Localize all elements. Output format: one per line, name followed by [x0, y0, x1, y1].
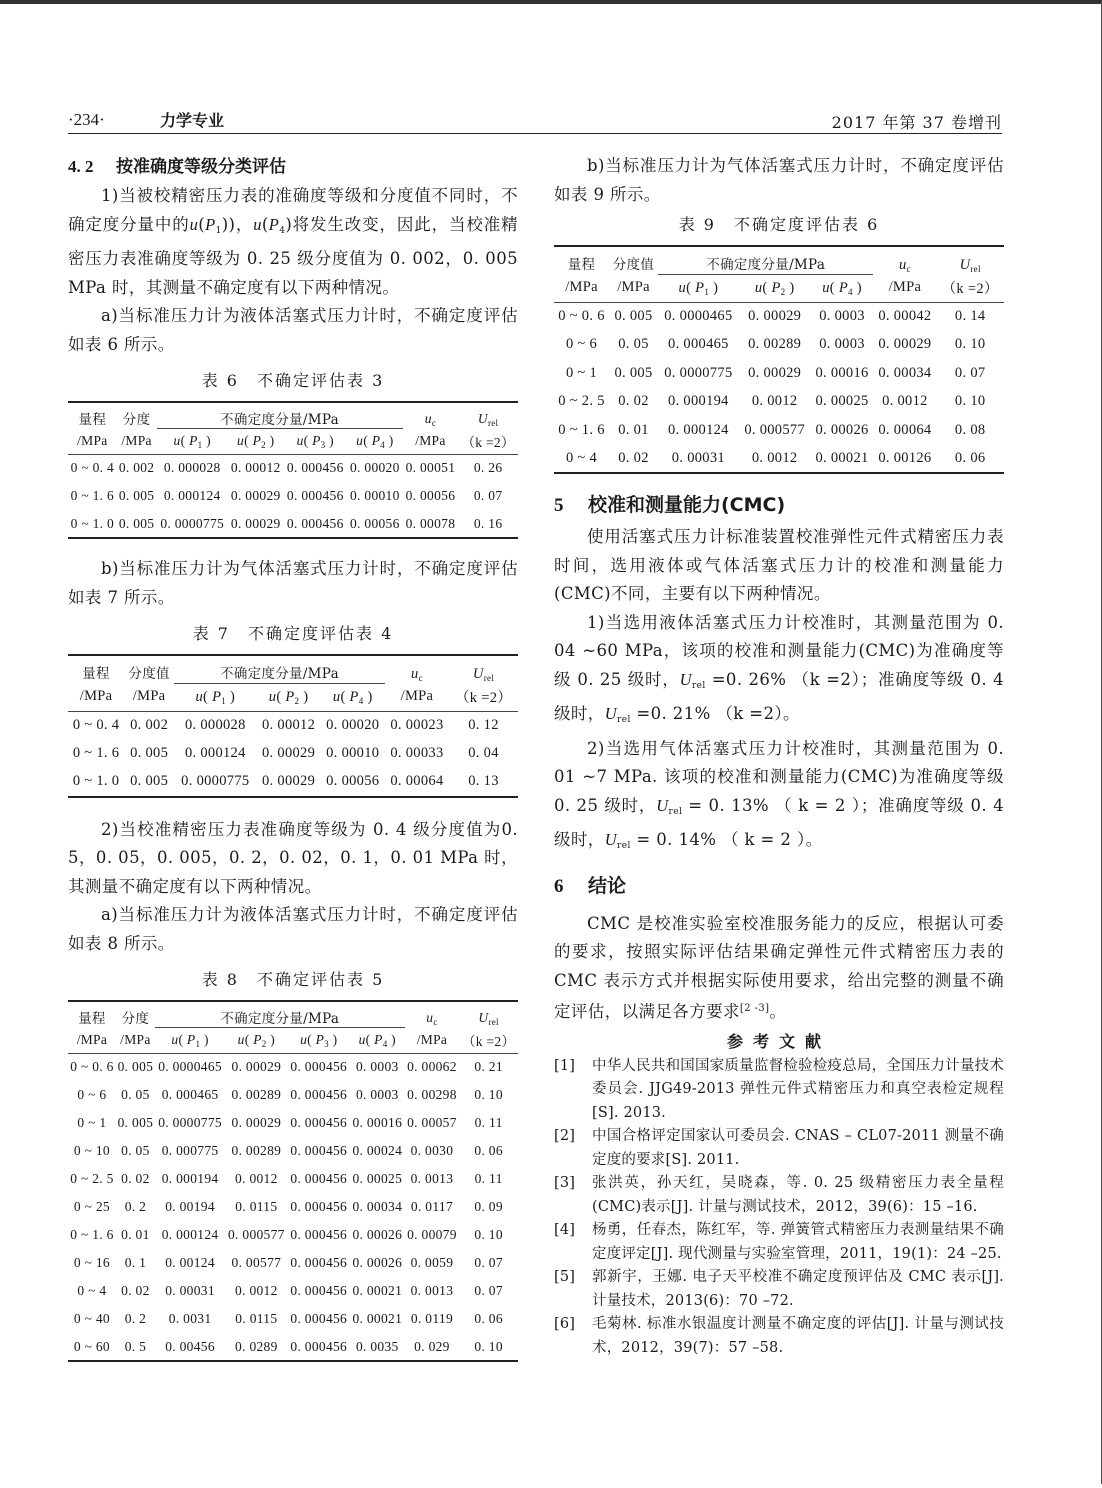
table-cell: 0 ~ 16 [73, 1255, 110, 1270]
table-cell: 0. 00031 [671, 449, 725, 466]
reference-item [554, 1172, 1004, 1219]
table-cell: 0 ~ 6 [565, 336, 598, 353]
table-cell: 0. 07 [954, 364, 986, 381]
table-cell: 0 ~ 1. 6 [72, 745, 120, 762]
table-cell: 0. 00026 [815, 421, 869, 438]
table-cell: 0. 0117 [410, 1199, 453, 1214]
table-cell: 0. 10 [474, 1087, 503, 1102]
table-cell: 0. 00012 [230, 460, 281, 476]
table-cell: 0. 00029 [262, 773, 316, 790]
table-row [68, 510, 518, 538]
table-cell: 0. 0003 [355, 1087, 399, 1102]
reference-number: [4] [554, 1222, 576, 1238]
table-cell: 0. 07 [474, 1255, 503, 1270]
table-cell: 0. 00029 [748, 364, 802, 381]
paragraph: 1)当选用液体活塞式压力计校准时，其测量范围为 0. 04 ~60 MPa，该项的校准和测量能力(CMC)为准确度等级 0. 25 级时，$U_{rel} =0$. 26% （k =2）；准确度等级 0. 4 级时，$U_{rel} =0$. 21% （k =2）。 [554, 612, 1004, 725]
reference-text: 杨勇，任春杰，陈红军，等. 弹簧管式精密压力表测量结果不确定度评定[J]. 现代测量与实验室管理，2011，19(1)：24 –25. [592, 1222, 1004, 1262]
reference-item [554, 1219, 1004, 1266]
reference-text: 郭新宇，王娜. 电子天平校准不确定度预评估及 CMC 表示[J]. 计量技术，2013(6)：70 –72. [592, 1269, 1004, 1309]
table-cell: 0. 00064 [390, 773, 444, 790]
table-cell: 0. 005 [614, 308, 653, 324]
table-cell: 0. 02 [618, 393, 649, 410]
table-cell: 0. 000465 [161, 1087, 219, 1102]
table-cell: 0 ~ 10 [73, 1143, 110, 1158]
paragraph: a)当标准压力计为液体活塞式压力计时，不确定度评估如表 8 所示。 [68, 905, 518, 953]
table-cell: 0. 1 [124, 1255, 147, 1270]
table-cell: 0 ~ 2. 5 [558, 393, 605, 410]
table-cell: 0. 0115 [235, 1199, 278, 1214]
table-cell: 0. 000456 [290, 1059, 348, 1075]
table-row [68, 1165, 518, 1193]
table-cell: 0. 0013 [410, 1171, 454, 1186]
table-cell: 0. 00056 [350, 515, 400, 531]
right-column [554, 152, 1004, 1360]
table-cell: 0. 0012 [235, 1171, 278, 1186]
col-header: 分度 [122, 412, 151, 428]
table-cell: 0. 14 [954, 308, 986, 324]
paragraph: 2)当校准精密压力表准确度等级为 0. 4 级分度值为0. 5，0. 05，0. 005，0. 2，0. 02，0. 1，0. 01 MPa 时，其测量不确定度有以下两种情况。 [68, 819, 518, 896]
table-cell: 0. 000577 [744, 421, 806, 438]
paragraph: b)当标准压力计为气体活塞式压力计时，不确定度评估如表 7 所示。 [68, 559, 518, 607]
table-cell: 0. 000194 [668, 393, 729, 410]
reference-item [554, 1125, 1004, 1172]
table-cell: 0. 0003 [819, 308, 865, 324]
table-cell: 0. 00289 [231, 1087, 282, 1102]
table-cell: 0. 01 [618, 421, 649, 438]
table-cell: 0. 04 [468, 745, 499, 762]
table-cell: 0. 000456 [290, 1338, 348, 1354]
table-cell: 0. 0012 [235, 1283, 278, 1298]
reference-number: [1] [554, 1057, 576, 1074]
table-cell: 0. 10 [954, 393, 986, 410]
reference-number: [6] [554, 1316, 576, 1332]
table-cell: 0. 000456 [290, 1283, 348, 1298]
table-row [554, 445, 1004, 474]
table-cell: 0. 02 [618, 449, 649, 466]
table-cell: 0. 00020 [326, 717, 380, 733]
paragraph: CMC 是校准实验室校准服务能力的反应，根据认可委的要求，按照实际评估结果确定弹性元件式精密压力表的 CMC 表示方式并根据实际使用要求，给出完整的测量不确定评估，以满足各方要求[2 -3]。 [554, 913, 1004, 1021]
table-cell: 0. 0000465 [664, 308, 733, 324]
table-cell: 0. 029 [414, 1338, 450, 1354]
table-cell: 0 ~ 0. 4 [72, 717, 120, 733]
table-cell: 0. 000124 [668, 421, 729, 438]
table-cell: 0. 005 [117, 1115, 154, 1130]
table-cell: 0. 09 [474, 1199, 503, 1214]
table-cell: 0. 000456 [286, 488, 344, 503]
table-cell: 0. 0059 [410, 1255, 454, 1270]
table-cell: 0. 00010 [326, 745, 380, 762]
paragraph: 1)当被校精密压力表的准确度等级和分度值不同时，不确定度分量中的$u(P_1)$)，$u(P_4)$将发生改变，因此，当校准精密压力表准确度等级为 0. 25 级分度值为 0. 002，0. 005 MPa 时，其测量不确定度有以下两种情况。 [68, 186, 518, 297]
table-cell: 0 ~ 0. 6 [70, 1059, 114, 1075]
table-cell: 0. 00029 [230, 488, 281, 503]
table-cell: 0. 02 [121, 1283, 150, 1298]
table-cell: 0. 00021 [352, 1311, 403, 1326]
table-cell: 0. 01 [121, 1227, 150, 1242]
table-cell: 0. 0035 [355, 1338, 399, 1354]
table-cell: 0. 000465 [668, 336, 729, 353]
table-row [554, 416, 1004, 445]
table-cell: 0. 00029 [878, 336, 932, 353]
table-cell: 0. 00025 [815, 393, 869, 410]
table-9: 量程 分度值 不确定度分量/MPa $u_c$ $U_{rel}$ /MPa /MPa u( $P_1$ ) u( $P_2$ ) u( $P_4$ ) /MPa （k =2） 0 ~ 0. 6 0. 005 0. 0000465 0. 00029 0. 0003 0. 00042 0. 14 0 ~ 6 0. 05 0. 000465 0. 00289 0. 0003 0. 00029 0. 10 0 ~ 1 0. 005 0. 0000775 0. 00029 0. 00016 0. 00034 0. 07 0 ~ 2. 5 0. 02 0. 000194 0. 0012 0. 00025 0. 0012 0. 10 0 ~ 1. 6 0. 01 0. 000124 0. 000577 0. 00026 0. 00064 0. 08 0 ~ 4 0. 02 0. 00031 0. 0012 0. 00021 0. 00126 0. 06 [554, 245, 1004, 474]
table-row [554, 331, 1004, 360]
table-7: 量程 分度值 不确定度分量/MPa $u_c$ $U_{rel}$ /MPa /MPa u( $P_1$ ) u( $P_2$ ) u( $P_4$ ) /MPa （k =2） 0 ~ 0. 4 0. 002 0. 000028 0. 00012 0. 00020 0. 00023 0. 12 0 ~ 1. 6 0. 005 0. 000124 0. 00029 0. 00010 0. 00033 0. 04 0 ~ 1. 0 0. 005 0. 0000775 0. 00029 0. 00056 0. 00064 0. 13 [68, 654, 518, 798]
table-8-caption: 表 8 不确定评估表 5 [201, 970, 385, 989]
table-cell: 0. 00194 [165, 1199, 215, 1214]
section-heading-6: 6 结论 [554, 874, 627, 897]
table-cell: 0 ~ 1 [77, 1115, 107, 1130]
table-cell: 0. 12 [468, 717, 499, 733]
reference-text: 毛菊林. 标准水银温度计测量不确定度的评估[J]. 计量与测试技术，2012，39(7)：57 –58. [592, 1316, 1004, 1356]
table-row [68, 1109, 518, 1137]
table-cell: 0. 00078 [405, 515, 456, 531]
table-row [68, 740, 518, 769]
table-cell: 0 ~ 60 [73, 1338, 110, 1354]
table-cell: 0. 005 [118, 515, 155, 531]
table-cell: 0. 00024 [352, 1143, 403, 1158]
table-cell: 0. 005 [614, 364, 653, 381]
table-row [68, 768, 518, 797]
table-cell: 0. 005 [130, 773, 169, 790]
col-header: $U_{rel}$ [477, 411, 499, 428]
table-cell: 0 ~ 4 [565, 449, 598, 466]
table-cell: 0. 000124 [184, 745, 246, 762]
table-cell: 0. 000124 [163, 488, 221, 503]
table-row [68, 1053, 518, 1081]
table-cell: 0. 00025 [352, 1171, 403, 1186]
table-cell: 0. 00289 [748, 336, 802, 353]
table-cell: 0. 00026 [352, 1255, 403, 1270]
table-cell: 0. 000456 [290, 1199, 348, 1214]
table-row [554, 302, 1004, 331]
table-row [68, 454, 518, 482]
table-cell: 0. 0119 [410, 1311, 453, 1326]
table-cell: 0. 000124 [161, 1227, 219, 1242]
table-6: 量程 分度 不确定度分量/MPa $u_c$ $U_{rel}$ /MPa /MPa u( $P_1$ ) u( $P_2$ ) u( $P_3$ ) u( $P_4$ ) /MPa （k =2） 0 ~ 0. 4 0. 002 0. 000028 0. 00012 0. 000456 0. 00020 0. 00051 0. 26 0 ~ 1. 6 0. 005 0. 000124 0. 00029 0. 000456 0. 00010 0. 00056 0. 07 0 ~ 1. 0 0. 005 0. 0000775 0. 00029 0. 000456 0. 00056 0. 00078 0. 16 [68, 401, 518, 539]
table-cell: 0. 00034 [878, 364, 932, 381]
table-cell: 0. 00051 [405, 460, 456, 476]
table-cell: 0. 00124 [165, 1255, 215, 1270]
table-cell: 0. 10 [474, 1227, 503, 1242]
table-row [68, 1221, 518, 1249]
table-row [68, 1081, 518, 1109]
table-7-caption: 表 7 不确定度评估表 4 [192, 624, 394, 643]
left-column [68, 152, 518, 1362]
table-cell: 0. 000456 [290, 1255, 348, 1270]
table-cell: 0. 05 [121, 1143, 150, 1158]
table-cell: 0. 2 [124, 1311, 147, 1326]
table-cell: 0. 16 [473, 515, 503, 531]
table-cell: 0. 000028 [184, 717, 246, 733]
table-cell: 0. 00029 [231, 1115, 282, 1130]
table-cell: 0. 2 [124, 1199, 147, 1214]
table-cell: 0 ~ 40 [73, 1311, 110, 1326]
table-cell: 0. 00021 [352, 1283, 403, 1298]
table-cell: 0 ~ 4 [77, 1283, 107, 1298]
table-cell: 0 ~ 2. 5 [70, 1171, 114, 1186]
table-cell: 0. 00057 [407, 1115, 457, 1130]
table-cell: 0 ~ 1 [565, 364, 598, 381]
table-cell: 0 ~ 0. 4 [70, 460, 115, 476]
table-cell: 0. 0115 [235, 1311, 278, 1326]
paragraph: 2)当选用气体活塞式压力计校准时，其测量范围为 0. 01 ~7 MPa. 该项的校准和测量能力(CMC)为准确度等级 0. 25 级时，$U_{rel} = 0$. 13% （ k = 2 ）；准确度等级 0. 4 级时，$U_{rel} = 0$. 14% （ k = 2 ）。 [554, 738, 1004, 851]
table-cell: 0. 00034 [352, 1199, 403, 1214]
paragraph: a)当标准压力计为液体活塞式压力计时，不确定度评估如表 6 所示。 [68, 306, 518, 354]
table-cell: 0. 00021 [815, 449, 869, 466]
table-8: 量程 分度 不确定度分量/MPa $u_c$ $U_{rel}$ /MPa /MPa u( $P_1$ ) u( $P_2$ ) u( $P_3$ ) u( $P_4$ ) /MPa （k =2） 0 ~ 0. 6 0. 005 0. 0000465 0. 00029 0. 000456 0. 0003 0. 00062 0. 21 0 ~ 6 0. 05 0. 000465 0. 00289 0. 000456 0. 0003 0. 00298 0. 10 0 ~ 1 0. 005 0. 0000775 0. 00029 0. 000456 0. 00016 0. 00057 0. 11 0 ~ 10 0. 05 0. 000775 0. 00289 0. 000456 0. 00024 0. 0030 0. 06 0 ~ 2. 5 0. 02 0. 000194 0. 0012 0. 000456 0. 00025 0. 0013 0. 11 0 ~ 25 0. 2 0. 00194 0. 0115 0. 000456 0. 00034 0. 0117 0. 09 0 ~ 1. 6 0. 01 0. 000124 0. 000577 0. 000456 0. 00026 0. 00079 0. 10 0 ~ 16 0. 1 0. 00124 0. 00577 0. 000456 0. 00026 0. 0059 0. 07 0 ~ 4 0. 02 0. 00031 0. 0012 0. 000456 0. 00021 0. 0013 0. 07 0 ~ 40 0. 2 0. 0031 0. 0115 0. 000456 0. 00021 0. 0119 0. 06 0 ~ 60 0. 5 0. 00456 0. 0289 0. 000456 0. 0035 0. 029 0. 10 [68, 1000, 518, 1362]
table-row [68, 1137, 518, 1165]
table-cell: 0. 5 [124, 1338, 147, 1354]
table-cell: 0 ~ 25 [73, 1199, 110, 1214]
citation[interactable]: [2 -3] [739, 1003, 770, 1014]
table-9-caption: 表 9 不确定度评估表 6 [678, 215, 880, 234]
table-cell: 0. 0000775 [664, 364, 733, 381]
table-cell: 0. 10 [954, 336, 986, 353]
table-cell: 0. 06 [474, 1311, 503, 1326]
table-cell: 0 ~ 0. 6 [558, 308, 605, 324]
table-cell: 0. 00033 [390, 745, 444, 762]
table-cell: 0. 0000775 [160, 515, 225, 531]
table-cell: 0. 005 [130, 745, 169, 762]
table-cell: 0. 00016 [815, 364, 869, 381]
journal-name: 力学专业 [160, 111, 225, 130]
table-row [68, 1249, 518, 1277]
table-row [68, 1305, 518, 1333]
table-cell: 0 ~ 6 [77, 1087, 107, 1102]
col-group-header: 不确定度分量/MPa [157, 402, 403, 428]
table-cell: 0 ~ 1. 6 [70, 1227, 114, 1242]
table-cell: 0. 000456 [286, 460, 344, 476]
table-cell: 0. 0012 [751, 449, 798, 466]
table-cell: 0. 000456 [290, 1115, 348, 1130]
table-cell: 0. 08 [954, 421, 986, 438]
table-cell: 0. 000456 [286, 515, 344, 531]
table-cell: 0. 00031 [165, 1283, 215, 1298]
reference-item [554, 1266, 1004, 1313]
table-cell: 0. 0012 [882, 393, 928, 410]
table-cell: 0. 00023 [390, 717, 444, 733]
table-cell: 0. 00029 [748, 308, 802, 324]
table-cell: 0. 000456 [290, 1227, 348, 1242]
table-cell: 0. 00456 [165, 1338, 215, 1354]
table-cell: 0. 00056 [326, 773, 380, 790]
reference-number: [3] [554, 1175, 576, 1191]
table-cell: 0 ~ 1. 6 [558, 421, 605, 438]
paper-page [0, 4, 1102, 1488]
table-cell: 0. 00062 [407, 1059, 457, 1075]
table-cell: 0. 00010 [350, 488, 400, 503]
table-cell: 0. 0030 [410, 1143, 454, 1158]
table-cell: 0. 00064 [878, 421, 932, 438]
table-cell: 0. 00289 [231, 1143, 282, 1158]
table-cell: 0. 0000775 [158, 1115, 222, 1130]
table-cell: 0. 000456 [290, 1087, 348, 1102]
table-cell: 0 ~ 1. 0 [72, 773, 120, 790]
running-header [68, 108, 1002, 134]
table-cell: 0. 0000775 [181, 773, 250, 790]
table-row [554, 359, 1004, 388]
table-row [68, 1333, 518, 1361]
table-cell: 0. 00012 [262, 717, 316, 733]
reference-number: [2] [554, 1128, 576, 1144]
table-cell: 0. 000028 [163, 460, 221, 476]
reference-text: 张洪英，孙天红，吴晓森，等. 0. 25 级精密压力表全量程(CMC)表示[J]. 计量与测试技术，2012，39(6)：15 –16. [592, 1175, 1004, 1215]
table-cell: 0. 0013 [410, 1283, 454, 1298]
table-cell: 0. 00577 [231, 1255, 282, 1270]
table-cell: 0. 00029 [230, 515, 281, 531]
paragraph: b)当标准压力计为气体活塞式压力计时，不确定度评估如表 9 所示。 [554, 156, 1004, 204]
table-cell: 0. 00029 [262, 745, 316, 762]
table-cell: 0. 00026 [352, 1227, 403, 1242]
table-cell: 0. 02 [121, 1171, 150, 1186]
table-cell: 0. 00079 [407, 1227, 457, 1242]
reference-number: [5] [554, 1269, 576, 1285]
col-header: 量程 [78, 412, 107, 428]
table-cell: 0. 00056 [405, 488, 456, 503]
table-cell: 0. 06 [954, 449, 986, 466]
table-cell: 0. 0289 [235, 1338, 278, 1354]
table-cell: 0. 00298 [407, 1087, 457, 1102]
table-row [68, 711, 518, 740]
table-cell: 0. 002 [118, 460, 155, 476]
table-cell: 0. 13 [468, 773, 499, 790]
table-cell: 0. 000456 [290, 1311, 348, 1326]
table-cell: 0. 000775 [161, 1143, 219, 1158]
table-cell: 0. 0031 [168, 1311, 212, 1326]
table-row [554, 388, 1004, 417]
table-cell: 0. 26 [473, 460, 503, 476]
reference-list [554, 1055, 1004, 1361]
table-row [68, 1193, 518, 1221]
table-cell: 0. 00016 [352, 1115, 403, 1130]
references-heading: 参考文献 [726, 1031, 831, 1051]
paragraph: 使用活塞式压力计标准装置校准弹性元件式精密压力表时间，选用液体或气体活塞式压力计的校准和测量能力(CMC)不同，主要有以下两种情况。 [554, 527, 1004, 603]
table-cell: 0 ~ 1. 6 [70, 488, 115, 503]
table-cell: 0 ~ 1. 0 [70, 515, 115, 531]
table-row [68, 482, 518, 510]
table-cell: 0. 000456 [290, 1171, 348, 1186]
section-heading-4-2: 4. 2 按准确度等级分类评估 [68, 157, 286, 177]
table-cell: 0. 10 [474, 1338, 503, 1354]
table-cell: 0. 21 [474, 1059, 503, 1075]
page-number: ·234· [68, 110, 105, 129]
table-cell: 0. 0003 [819, 336, 865, 353]
table-cell: 0. 00126 [878, 449, 932, 466]
table-cell: 0. 005 [117, 1059, 154, 1075]
table-cell: 0. 06 [474, 1143, 503, 1158]
table-cell: 0. 00042 [878, 308, 932, 324]
issue-info: 2017 年第 37 卷增刊 [831, 113, 1002, 132]
table-cell: 0. 05 [618, 336, 649, 353]
table-cell: 0. 00020 [350, 460, 400, 476]
table-cell: 0. 0012 [751, 393, 798, 410]
reference-text: 中华人民共和国国家质量监督检验检疫总局，全国压力计量技术委员会. JJG49-2013 弹性元件式精密压力和真空表检定规程[S]. 2013. [592, 1057, 1004, 1121]
table-cell: 0. 0000465 [158, 1059, 222, 1075]
table-cell: 0. 005 [118, 488, 155, 503]
table-cell: 0. 000456 [290, 1143, 348, 1158]
table-row [68, 1277, 518, 1305]
col-header: $u_c$ [424, 411, 437, 428]
table-cell: 0. 000577 [228, 1227, 285, 1242]
table-cell: 0. 0003 [355, 1059, 399, 1075]
table-6-caption: 表 6 不确定评估表 3 [201, 371, 385, 390]
table-cell: 0. 05 [121, 1087, 150, 1102]
section-heading-5: 5 校准和测量能力(CMC) [554, 494, 786, 516]
table-cell: 0. 11 [474, 1171, 503, 1186]
reference-text: 中国合格评定国家认可委员会. CNAS – CL07-2011 测量不确定度的要求[S]. 2011. [592, 1128, 1004, 1168]
table-cell: 0. 002 [130, 717, 169, 733]
table-cell: 0. 07 [473, 488, 503, 503]
reference-item [554, 1313, 1004, 1360]
reference-item [554, 1055, 1004, 1126]
table-cell: 0. 07 [474, 1283, 503, 1298]
table-cell: 0. 00029 [231, 1059, 282, 1075]
table-cell: 0. 000194 [161, 1171, 219, 1186]
table-cell: 0. 11 [474, 1115, 503, 1130]
